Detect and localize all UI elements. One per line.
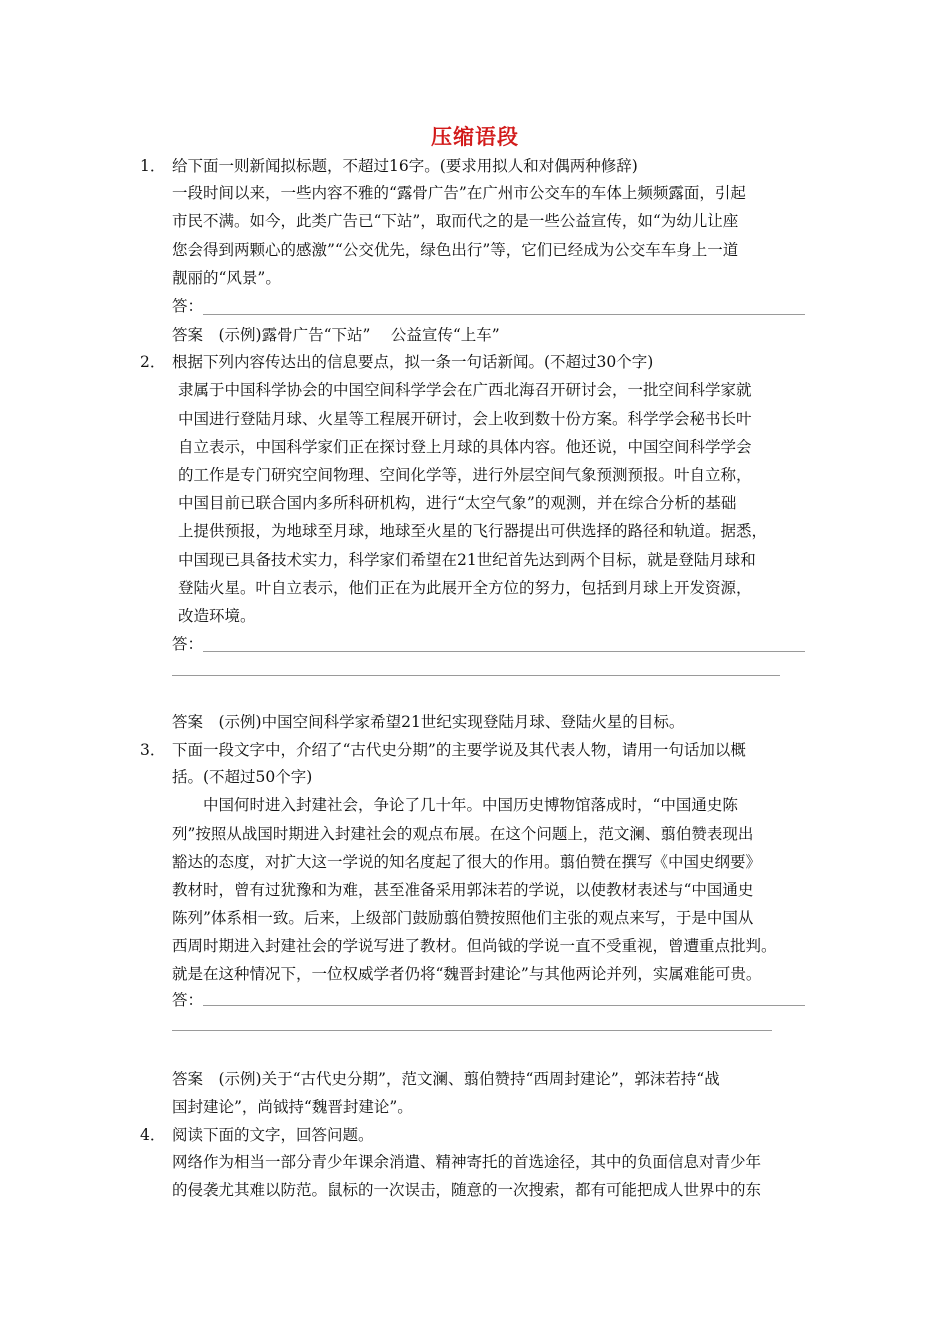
q1-answer-label: 答： xyxy=(172,297,204,315)
q2-text-line: 隶属于中国科学协会的中国空间科学学会在广西北海召开研讨会，一批空间科学家就 xyxy=(178,381,752,399)
q3-text-line: 列”按照从战国时期进入封建社会的观点布展。在这个问题上，范文澜、翦伯赞表现出 xyxy=(172,825,754,843)
q3-answer-key: 答案 (示例)关于“古代史分期”，范文澜、翦伯赞持“西周封建论”，郭沫若持“战 xyxy=(172,1070,720,1088)
q3-answer-key: 国封建论”，尚钺持“魏晋封建论”。 xyxy=(172,1098,413,1116)
q1-text-line: 您会得到两颗心的感激”“公交优先，绿色出行”等，它们已经成为公交车车身上一道 xyxy=(172,241,739,259)
q2-answer-line[interactable] xyxy=(203,651,805,652)
q2-text-line: 上提供预报，为地球至月球，地球至火星的飞行器提出可供选择的路径和轨道。据悉， xyxy=(178,522,768,540)
q1-number: 1． xyxy=(140,157,166,175)
q1-prompt: 给下面一则新闻拟标题，不超过16字。(要求用拟人和对偶两种修辞) xyxy=(172,157,638,175)
q1-answer-line[interactable] xyxy=(203,314,805,315)
q2-answer-line-2[interactable] xyxy=(172,675,780,676)
q2-number: 2． xyxy=(140,353,166,371)
q3-text-line: 中国何时进入封建社会，争论了几十年。中国历史博物馆落成时，“中国通史陈 xyxy=(203,796,738,814)
q4-text-line: 网络作为相当一部分青少年课余消遣、精神寄托的首选途径，其中的负面信息对青少年 xyxy=(172,1153,762,1171)
q4-prompt: 阅读下面的文字，回答问题。 xyxy=(172,1126,374,1144)
q3-text-line: 就是在这种情况下，一位权威学者仍将“魏晋封建论”与其他两论并列，实属难能可贵。 xyxy=(172,965,762,983)
q1-text-line: 一段时间以来，一些内容不雅的“露骨广告”在广州市公交车的车体上频频露面，引起 xyxy=(172,184,746,202)
q2-answer-label: 答： xyxy=(172,635,204,653)
q1-text-line: 市民不满。如今，此类广告已“下站”，取而代之的是一些公益宣传，如“为幼儿让座 xyxy=(172,212,739,230)
q3-answer-label: 答： xyxy=(172,991,204,1009)
q3-text-line: 陈列”体系相一致。后来，上级部门鼓励翦伯赞按照他们主张的观点来写，于是中国从 xyxy=(172,909,754,927)
q3-number: 3． xyxy=(140,741,166,759)
q2-text-line: 中国现已具备技术实力，科学家们希望在21世纪首先达到两个目标，就是登陆月球和 xyxy=(178,551,756,569)
q4-number: 4． xyxy=(140,1126,166,1144)
q2-text-line: 中国目前已联合国内多所科研机构，进行“太空气象”的观测，并在综合分析的基础 xyxy=(178,494,737,512)
q3-prompt: 下面一段文字中，介绍了“古代史分期”的主要学说及其代表人物，请用一句话加以概 xyxy=(172,741,746,759)
q4-text-line: 的侵袭尤其难以防范。鼠标的一次误击，随意的一次搜索，都有可能把成人世界中的东 xyxy=(172,1181,762,1199)
q2-prompt: 根据下列内容传达出的信息要点，拟一条一句话新闻。(不超过30个字) xyxy=(172,353,654,371)
q3-prompt: 括。(不超过50个字) xyxy=(172,768,313,786)
q2-text-line: 的工作是专门研究空间物理、空间化学等，进行外层空间气象预测预报。叶自立称， xyxy=(178,466,752,484)
q2-text-line: 改造环境。 xyxy=(178,607,256,625)
q3-text-line: 西周时期进入封建社会的学说写进了教材。但尚钺的学说一直不受重视，曾遭重点批判。 xyxy=(172,937,777,955)
q3-text-line: 豁达的态度，对扩大这一学说的知名度起了很大的作用。翦伯赞在撰写《中国史纲要》 xyxy=(172,853,762,871)
q3-answer-line-2[interactable] xyxy=(172,1030,772,1031)
q1-answer-key: 答案 (示例)露骨广告“下站” 公益宣传“上车” xyxy=(172,326,500,344)
q2-text-line: 登陆火星。叶自立表示，他们正在为此展开全方位的努力，包括到月球上开发资源， xyxy=(178,579,752,597)
q2-text-line: 自立表示，中国科学家们正在探讨登上月球的具体内容。他还说，中国空间科学学会 xyxy=(178,438,752,456)
page-title: 压缩语段 xyxy=(431,125,519,149)
q3-answer-line[interactable] xyxy=(203,1005,805,1006)
q2-answer-key: 答案 (示例)中国空间科学家希望21世纪实现登陆月球、登陆火星的目标。 xyxy=(172,713,685,731)
q3-text-line: 教材时，曾有过犹豫和为难，甚至准备采用郭沫若的学说，以使教材表述与“中国通史 xyxy=(172,881,754,899)
q1-text-line: 靓丽的“风景”。 xyxy=(172,269,281,287)
q2-text-line: 中国进行登陆月球、火星等工程展开研讨，会上收到数十份方案。科学学会秘书长叶 xyxy=(178,410,752,428)
